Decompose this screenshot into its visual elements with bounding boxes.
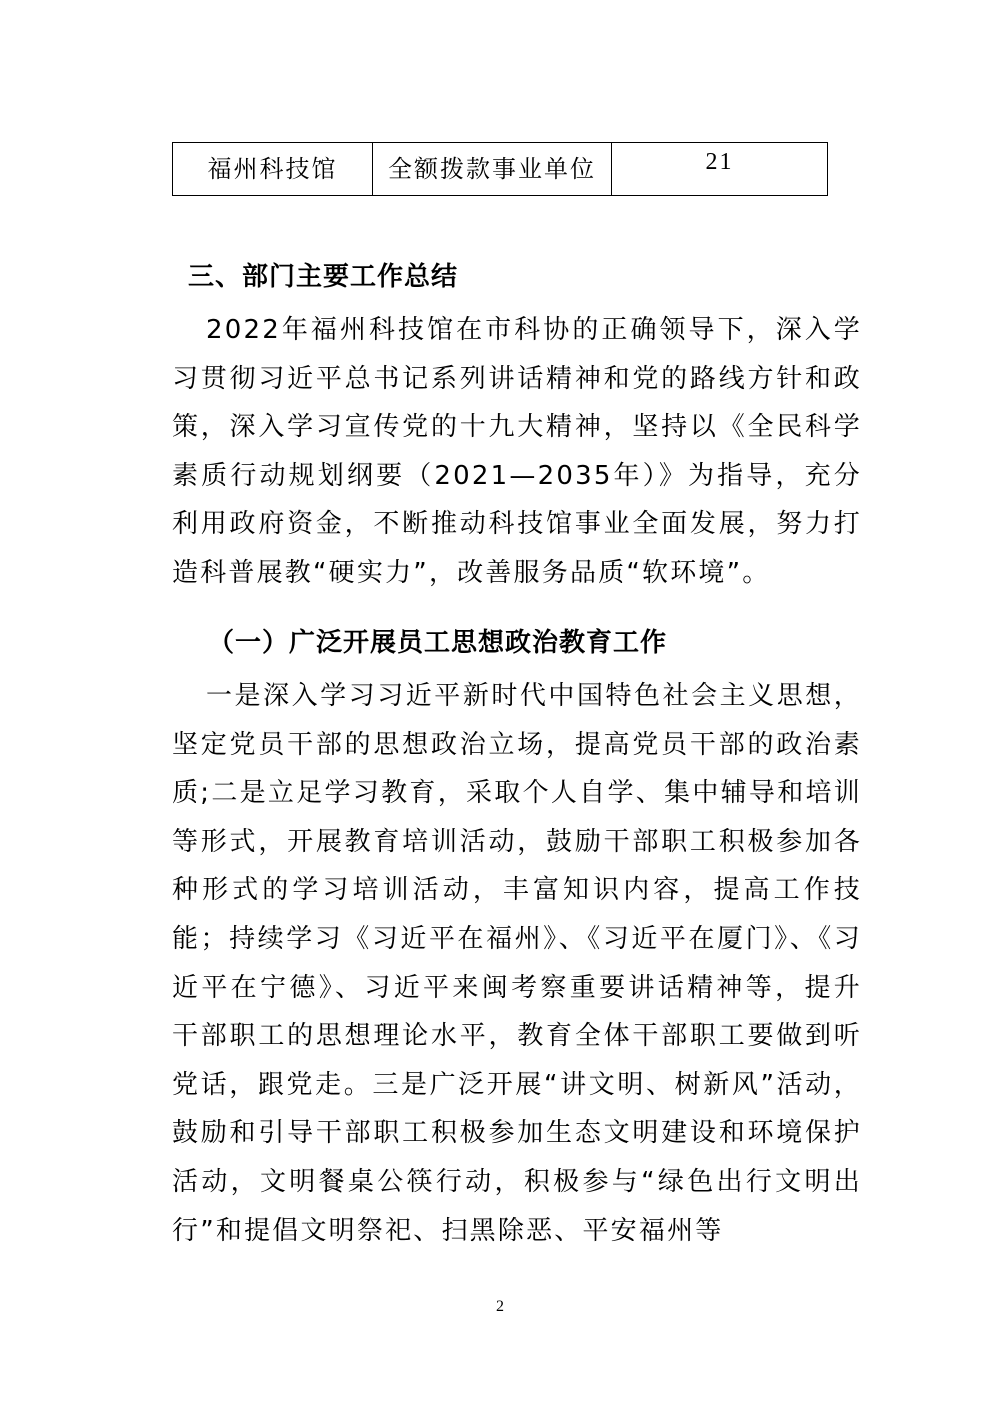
staff-count-cell: 21 (612, 143, 828, 196)
staff-table (172, 142, 828, 196)
page-number: 2 (496, 1298, 504, 1315)
subsection-paragraph: 一是深入学习习近平新时代中国特色社会主义思想，坚定党员干部的思想政治立场，提高党员干部的政治素质;二是立足学习教育，采取个人自学、集中辅导和培训等形式，开展教育培训活动，鼓励干部职工积极参加各种形式的学习培训活动，丰富知识内容，提高工作技能；持续学习《习近平在福州》、《习近平在厦门》、《习近平在宁德》、习近平来闽考察重要讲话精神等，提升干部职工的思想理论水平，教育全体干部职工要做到听党话，跟党走。三是广泛开展“讲文明、树新风”活动，鼓励和引导干部职工积极参加生态文明建设和环境保护活动，文明餐桌公筷行动，积极参与“绿色出行文明出行”和提倡文明祭祀、扫黑除恶、平安福州等 (172, 681, 862, 1246)
intro-paragraph: 2022年福州科技馆在市科协的正确领导下，深入学习贯彻习近平总书记系列讲话精神和党的路线方针和政策，深入学习宣传党的十九大精神，坚持以《全民科学素质行动规划纲要（2021—2035年）》为指导，充分利用政府资金，不断推动科技馆事业全面发展，努力打造科普展教“硬实力”，改善服务品质“软环境”。 (172, 315, 862, 588)
unit-type-cell: 全额拨款事业单位 (373, 143, 612, 196)
unit-name-cell: 福州科技馆 (173, 143, 373, 196)
table-row (173, 143, 828, 196)
subsection-heading: （一）广泛开展员工思想政治教育工作 (208, 628, 668, 658)
section-heading: 三、部门主要工作总结 (188, 262, 459, 292)
